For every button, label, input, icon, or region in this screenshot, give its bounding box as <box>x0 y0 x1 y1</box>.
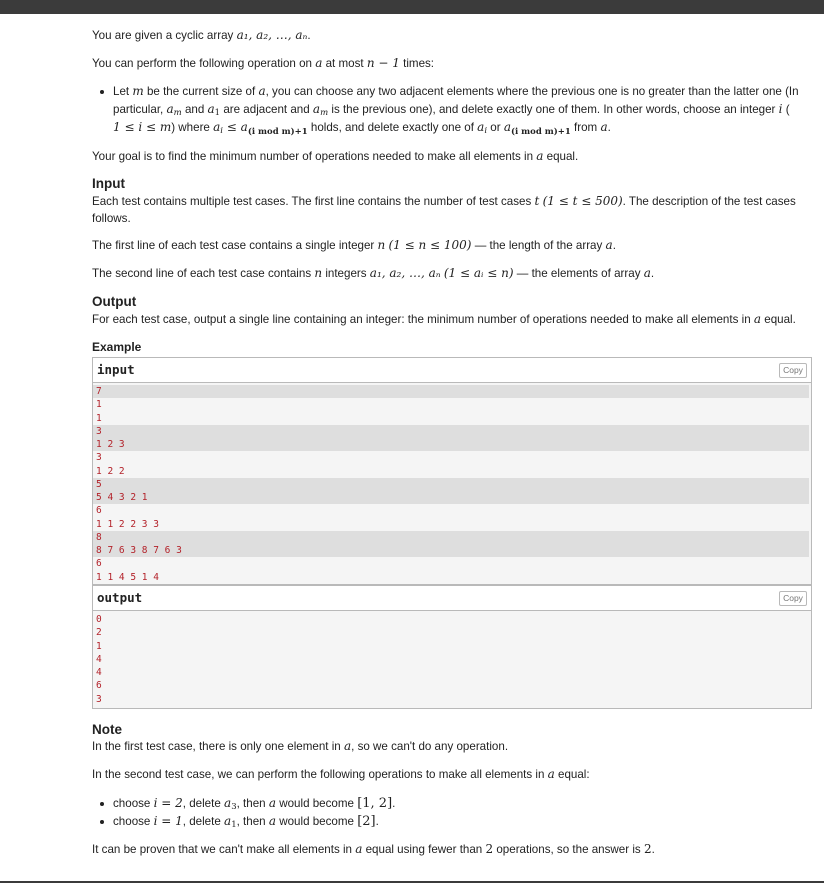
sample-output-line: 6 <box>96 680 102 692</box>
note-paragraph-1: In the first test case, there is only one element in a, so we can't do any operation. <box>92 739 509 753</box>
sample-input-line: 1 1 4 5 1 4 <box>96 571 159 583</box>
bullet-dot <box>100 802 104 806</box>
bullet-dot <box>100 90 104 94</box>
input-section-line-3: The second line of each test case contains n integers a₁, a₂, …, aₙ (1 ≤ aᵢ ≤ n) — the elements of array a. <box>92 266 655 280</box>
sample-input-line: 1 1 2 2 3 3 <box>96 518 159 530</box>
note-paragraph-3: It can be proven that we can't make all elements in a equal using fewer than 2 operations, so the answer is 2. <box>92 842 655 856</box>
sample-input-line: 1 <box>96 399 102 411</box>
input-section-title: Input <box>92 176 125 191</box>
top-bar <box>0 0 824 14</box>
sample-output-lines <box>93 611 811 706</box>
sample-input-line: 8 <box>93 531 809 544</box>
sample-input-label: input <box>97 362 135 377</box>
sample-input-line: 8 7 6 3 8 7 6 3 <box>93 544 809 557</box>
sample-input-lines <box>93 383 811 584</box>
sample-input-line: 3 <box>96 452 102 464</box>
sample-output-line: 4 <box>96 667 102 678</box>
operation-rule-line-3: 1 ≤ i ≤ m) where $a_i \le a_{(i mod m)+1}$ holds, and delete exactly one of $a_i$ or $a_{(i mod m)+1}$ from a. <box>113 120 611 137</box>
sample-input-line: 1 2 3 <box>93 438 809 451</box>
sample-input-line: 6 <box>96 558 102 570</box>
operation-paragraph: You can perform the following operation on a at most n − 1 times: <box>92 56 435 70</box>
sample-output-line: 0 <box>96 614 102 625</box>
note-step-1: choose i = 2, delete $a_3$, then a would become [1, 2]. <box>113 796 396 812</box>
input-section-line-1-cont: follows. <box>92 212 131 225</box>
goal-paragraph: Your goal is to find the minimum number of operations needed to make all elements in a equal. <box>92 149 579 163</box>
sample-output-label: output <box>97 590 143 605</box>
sample-output-block <box>92 585 812 709</box>
operation-rule-line-2: particular, $a_m$ and $a_1$ are adjacent and $a_m$ is the previous one), and delete exactly one of them. In other words, choose an integer i ( <box>113 102 790 118</box>
sample-output-line: 4 <box>96 653 102 665</box>
input-section-line-2: The first line of each test case contains a single integer n (1 ≤ n ≤ 100) — the length of the array a. <box>92 238 616 252</box>
output-section-text: For each test case, output a single line containing an integer: the minimum number of operations needed to make all elements in a equal. <box>92 312 796 326</box>
note-title: Note <box>92 722 122 737</box>
sample-output-line: 3 <box>96 693 102 705</box>
input-section-line-1: Each test contains multiple test cases. The first line contains the number of test cases t (1 ≤ t ≤ 500). The description of the test cases <box>92 194 796 208</box>
sample-input-line: 5 <box>93 478 809 491</box>
sample-input-line: 6 <box>96 505 102 517</box>
sample-input-line: 5 4 3 2 1 <box>93 491 809 504</box>
sample-input-block <box>92 357 812 585</box>
copy-input-button[interactable]: Copy <box>779 363 807 378</box>
intro-paragraph: You are given a cyclic array a₁, a₂, …, aₙ. <box>92 28 311 42</box>
sample-output-line: 2 <box>96 627 102 639</box>
operation-rule-line-1: Let m be the current size of a, you can choose any two adjacent elements where the previous one is no greater than the latter one (In <box>113 84 799 98</box>
sample-output-header <box>93 586 811 611</box>
output-section-title: Output <box>92 294 137 309</box>
sample-input-line: 7 <box>93 385 809 398</box>
copy-output-button[interactable]: Copy <box>779 591 807 606</box>
note-step-2: choose i = 1, delete $a_1$, then a would become [2]. <box>113 814 379 830</box>
sample-input-line: 1 2 2 <box>96 465 125 477</box>
bullet-dot <box>100 820 104 824</box>
sample-input-header <box>93 358 811 383</box>
sample-output-line: 1 <box>96 640 102 652</box>
sample-input-line: 1 <box>96 412 102 424</box>
example-title: Example <box>92 340 142 354</box>
note-paragraph-2: In the second test case, we can perform the following operations to make all elements in a equal: <box>92 767 590 781</box>
sample-input-line: 3 <box>93 425 809 438</box>
